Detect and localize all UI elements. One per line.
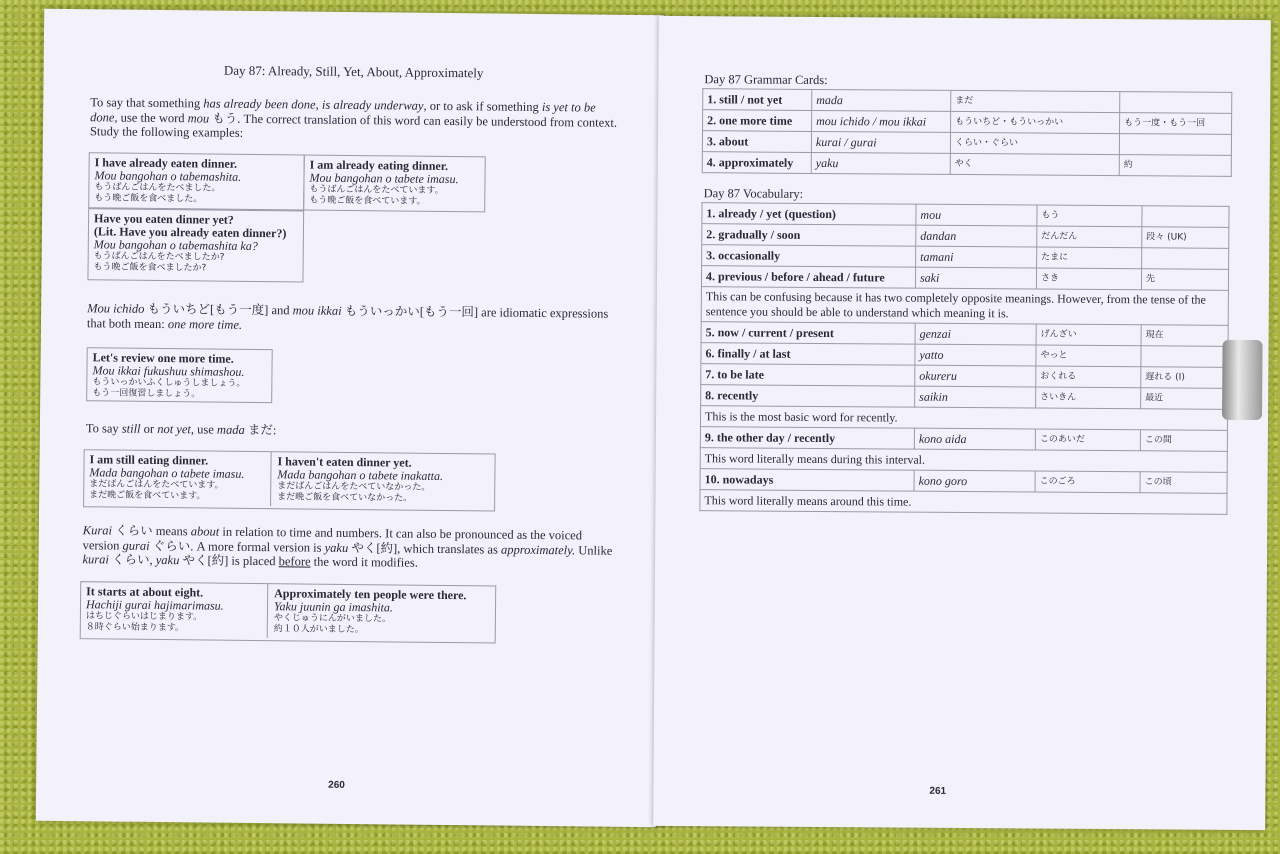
term-cell: 2. one more time	[703, 110, 812, 132]
term-cell: 1. already / yet (question)	[702, 203, 916, 225]
term-cell: 9. the other day / recently	[700, 427, 914, 449]
kanji-cell: 現在	[1141, 325, 1228, 347]
kana-cell: まだ	[951, 90, 1120, 112]
kanji-cell: この間	[1140, 430, 1227, 452]
kanji-cell: 先	[1141, 269, 1228, 291]
mada-paragraph: To say still or not yet, use mada まだ:	[85, 421, 277, 438]
table-row	[701, 287, 1228, 326]
romaji-cell: kurai / gurai	[811, 131, 950, 153]
term-cell: 6. finally / at last	[701, 343, 915, 365]
example-box-review: Let's review one more time. Mou ikkai fukushuu shimashou. もういっかいふくしゅうしましょう。 もう一回復習しましょう。	[86, 347, 273, 403]
romaji-cell: genzai	[915, 323, 1036, 345]
example-box-mou	[87, 152, 484, 284]
kana-cell: くらい・ぐらい	[950, 132, 1119, 154]
kana-cell: おくれる	[1036, 366, 1141, 388]
note-cell: This is the most basic word for recently.	[700, 406, 1227, 431]
romaji-cell: saikin	[915, 386, 1036, 408]
example-box-kurai-yaku	[80, 581, 497, 643]
kana-cell: このごろ	[1035, 471, 1140, 493]
romaji-cell: yatto	[915, 344, 1036, 366]
example-already-eating: I am already eating dinner. Mou bangohan o tabete imasu. もうばんごはんをたべています。 もう晩ご飯を食べています。	[303, 155, 486, 213]
example-box-mada	[83, 449, 496, 511]
romaji-cell: mou ichido / mou ikkai	[812, 110, 951, 132]
kana-cell: やく	[950, 153, 1119, 175]
kanji-cell	[1120, 92, 1232, 114]
kanji-cell: 約	[1119, 155, 1231, 177]
kanji-cell	[1142, 206, 1229, 228]
term-cell: 10. nowadays	[700, 469, 914, 491]
note-cell: This word literally means during this interval.	[700, 448, 1227, 473]
page-clip	[1222, 340, 1263, 420]
term-cell: 7. to be late	[701, 364, 915, 386]
romaji-cell: mada	[812, 89, 951, 111]
term-cell: 3. occasionally	[702, 245, 916, 267]
kana-cell: もういちど・もういっかい	[951, 111, 1120, 133]
left-page	[36, 9, 664, 827]
romaji-cell: saki	[915, 267, 1036, 289]
kanji-cell	[1142, 248, 1229, 270]
example-starts-about-eight: It starts at about eight. Hachiji gurai hajimarimasu. はちじぐらいはじまります。 ８時ぐらい始まります。	[81, 582, 269, 638]
table-row	[700, 490, 1227, 515]
romaji-cell: yaku	[811, 152, 950, 174]
kana-cell: げんざい	[1036, 324, 1141, 346]
term-cell: 1. still / not yet	[703, 89, 812, 111]
page-title: Day 87: Already, Still, Yet, About, Approximately	[223, 62, 484, 81]
grammar-cards-table	[702, 88, 1233, 177]
example-approximately-ten: Approximately ten people were there. Yaku juunin ga imashita. やくじゅうにんがいました。 約１０人がいました。	[273, 586, 467, 636]
table-row	[702, 152, 1231, 177]
kana-cell: このあいだ	[1035, 429, 1140, 451]
kurai-paragraph: Kurai くらい means about in relation to time and numbers. It can also be pronounced as the voiced version gurai ぐらい. A more formal version is yaku やく[約], which translates as approximately. Unlike kurai くらい, yaku やく[約] is placed before the word it modifies.	[82, 523, 613, 570]
term-cell: 4. approximately	[702, 152, 811, 174]
example-already-eaten: I have already eaten dinner. Mou bangohan o tabemashita. もうばんごはんをたべました。 もう晩ご飯を食べました。	[88, 152, 305, 210]
vocabulary-table	[699, 202, 1229, 515]
grammar-cards-title: Day 87 Grammar Cards:	[704, 72, 828, 88]
term-cell: 5. now / current / present	[701, 322, 915, 344]
kana-cell: さいきん	[1036, 387, 1141, 409]
romaji-cell: kono goro	[914, 470, 1035, 492]
page-number: 260	[328, 779, 345, 791]
romaji-cell: kono aida	[914, 428, 1035, 450]
example-eaten-yet: Have you eaten dinner yet? (Lit. Have you already eaten dinner?) Mou bangohan o tabemashita ka? もうばんごはんをたべましたか? もう晩ご飯を食べましたか?	[87, 208, 304, 282]
kanji-cell: もう一度・もう一回	[1120, 113, 1232, 135]
term-cell: 3. about	[702, 131, 811, 153]
example-still-eating: I am still eating dinner. Mada bangohan o tabete imasu. まだばんごはんをたべています。 まだ晩ご飯を食べています。	[84, 450, 272, 506]
romaji-cell: mou	[916, 204, 1037, 226]
kanji-cell: 遅れる (I)	[1141, 367, 1228, 389]
kanji-cell: この頃	[1140, 472, 1227, 494]
kanji-cell	[1119, 134, 1231, 156]
vocabulary-title: Day 87 Vocabulary:	[703, 186, 804, 201]
romaji-cell: dandan	[916, 225, 1037, 247]
kana-cell: もう	[1037, 205, 1142, 227]
kana-cell: だんだん	[1037, 226, 1142, 248]
kana-cell: やっと	[1036, 345, 1141, 367]
kana-cell: たまに	[1037, 247, 1142, 269]
note-cell: This can be confusing because it has two completely opposite meanings. However, from the tense of the sentence you should be able to understand which meaning it is.	[701, 287, 1228, 326]
term-cell: 4. previous / before / ahead / future	[701, 266, 915, 288]
term-cell: 8. recently	[701, 385, 915, 407]
kana-cell: さき	[1036, 268, 1141, 290]
kanji-cell	[1141, 346, 1228, 368]
example-not-eaten-yet: I haven't eaten dinner yet. Mada bangohan o tabete inakatta. まだばんごはんをたべていなかった。 まだ晩ご飯を食べていなかった。	[277, 454, 444, 504]
romaji-cell: okureru	[915, 365, 1036, 387]
term-cell: 2. gradually / soon	[702, 224, 916, 246]
idiom-paragraph: Mou ichido もういちど[もう一度] and mou ikkai もういっかい[もう一回] are idiomatic expressions that both mean: one more time.	[86, 301, 609, 332]
romaji-cell: tamani	[916, 246, 1037, 268]
page-number: 261	[929, 785, 947, 797]
note-cell: This word literally means around this time.	[700, 490, 1227, 515]
kanji-cell: 最近	[1141, 388, 1228, 410]
right-page	[653, 16, 1271, 830]
intro-paragraph: To say that something has already been done, is already underway, or to ask if something is yet to be done, use the word mou もう. The correct translation of this word can easily be understood from context. Study the following examples:	[89, 95, 618, 140]
kanji-cell: 段々 (UK)	[1142, 227, 1229, 249]
